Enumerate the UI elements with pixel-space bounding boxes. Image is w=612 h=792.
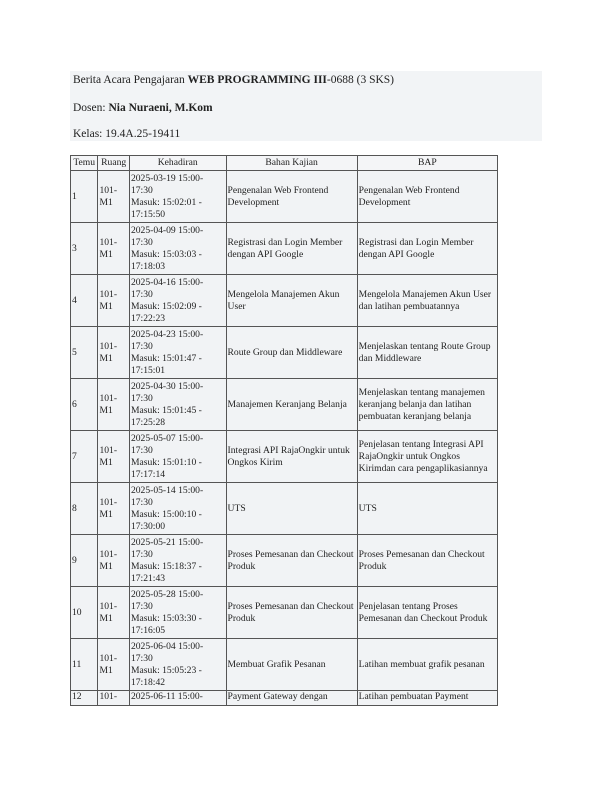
table-row: [71, 691, 498, 706]
cell-bahan-kajian: Payment Gateway dengan: [226, 691, 357, 706]
table-row: [71, 171, 498, 223]
title-line: [73, 73, 394, 87]
cell-ruang: 101- M1: [98, 223, 130, 275]
cell-temu: 1: [71, 171, 98, 223]
cell-temu: 4: [71, 275, 98, 327]
cell-temu: 9: [71, 535, 98, 587]
lecturer-name: Nia Nuraeni, M.Kom: [108, 102, 213, 114]
cell-bap: Penjelasan tentang Proses Pemesanan dan Checkout Produk: [357, 587, 497, 639]
teaching-report-table: [70, 155, 498, 706]
lecturer-line: [73, 101, 213, 115]
table-row: [71, 275, 498, 327]
cell-kehadiran: 2025-03-19 15:00- 17:30 Masuk: 15:02:01 - 17:15:50: [129, 171, 226, 223]
cell-temu: 12: [71, 691, 98, 706]
cell-ruang: 101- M1: [98, 535, 130, 587]
cell-bap: Menjelaskan tentang Route Group dan Middleware: [357, 327, 497, 379]
table-row: [71, 483, 498, 535]
cell-bahan-kajian: Membuat Grafik Pesanan: [226, 639, 357, 691]
table-row: [71, 639, 498, 691]
col-header-ruang: Ruang: [98, 156, 130, 171]
cell-ruang: 101- M1: [98, 431, 130, 483]
cell-temu: 6: [71, 379, 98, 431]
col-header-bap: BAP: [357, 156, 497, 171]
cell-temu: 10: [71, 587, 98, 639]
cell-kehadiran: 2025-04-16 15:00- 17:30 Masuk: 15:02:09 - 17:22:23: [129, 275, 226, 327]
cell-bap: UTS: [357, 483, 497, 535]
title-prefix: Berita Acara Pengajaran: [73, 74, 188, 86]
cell-bahan-kajian: Route Group dan Middleware: [226, 327, 357, 379]
cell-kehadiran: 2025-05-07 15:00- 17:30 Masuk: 15:01:10 - 17:17:14: [129, 431, 226, 483]
table-row: [71, 379, 498, 431]
cell-bap: Menjelaskan tentang manajemen keranjang belanja dan latihan pembuatan keranjang belanja: [357, 379, 497, 431]
cell-bap: Mengelola Manajemen Akun User dan latihan pembuatannya: [357, 275, 497, 327]
cell-temu: 8: [71, 483, 98, 535]
cell-kehadiran: 2025-05-14 15:00- 17:30 Masuk: 15:00:10 - 17:30:00: [129, 483, 226, 535]
cell-bahan-kajian: Pengenalan Web Frontend Development: [226, 171, 357, 223]
cell-ruang: 101- M1: [98, 379, 130, 431]
cell-kehadiran: 2025-04-23 15:00- 17:30 Masuk: 15:01:47 - 17:15:01: [129, 327, 226, 379]
cell-bahan-kajian: Mengelola Manajemen Akun User: [226, 275, 357, 327]
col-header-kehadiran: Kehadiran: [129, 156, 226, 171]
table-row: [71, 431, 498, 483]
cell-temu: 7: [71, 431, 98, 483]
cell-bahan-kajian: Registrasi dan Login Member dengan API Google: [226, 223, 357, 275]
cell-ruang: 101- M1: [98, 327, 130, 379]
cell-bap: Latihan pembuatan Payment: [357, 691, 497, 706]
cell-ruang: 101- M1: [98, 483, 130, 535]
cell-temu: 11: [71, 639, 98, 691]
course-code: -0688 (3 SKS): [326, 74, 394, 86]
cell-ruang: 101- M1: [98, 275, 130, 327]
lecturer-label: Dosen:: [73, 102, 109, 114]
cell-bahan-kajian: Manajemen Keranjang Belanja: [226, 379, 357, 431]
cell-bahan-kajian: Integrasi API RajaOngkir untuk Ongkos Kirim: [226, 431, 357, 483]
table-row: [71, 587, 498, 639]
course-name: WEB PROGRAMMING III: [187, 74, 327, 86]
cell-kehadiran: 2025-05-21 15:00- 17:30 Masuk: 15:18:37 - 17:21:43: [129, 535, 226, 587]
cell-bahan-kajian: UTS: [226, 483, 357, 535]
cell-bap: Latihan membuat grafik pesanan: [357, 639, 497, 691]
cell-bap: Proses Pemesanan dan Checkout Produk: [357, 535, 497, 587]
cell-kehadiran: 2025-06-04 15:00- 17:30 Masuk: 15:05:23 - 17:18:42: [129, 639, 226, 691]
class-label: Kelas:: [73, 128, 106, 140]
cell-bap: Registrasi dan Login Member dengan API Google: [357, 223, 497, 275]
table-header-row: [71, 156, 498, 171]
document-header: [70, 71, 542, 141]
cell-kehadiran: 2025-04-09 15:00- 17:30 Masuk: 15:03:03 - 17:18:03: [129, 223, 226, 275]
cell-kehadiran: 2025-04-30 15:00- 17:30 Masuk: 15:01:45 - 17:25:28: [129, 379, 226, 431]
cell-ruang: 101-: [98, 691, 130, 706]
cell-bap: Pengenalan Web Frontend Development: [357, 171, 497, 223]
table-row: [71, 535, 498, 587]
table-row: [71, 327, 498, 379]
cell-ruang: 101- M1: [98, 587, 130, 639]
cell-bahan-kajian: Proses Pemesanan dan Checkout Produk: [226, 587, 357, 639]
col-header-temu: Temu: [71, 156, 98, 171]
cell-ruang: 101- M1: [98, 639, 130, 691]
class-value: 19.4A.25-19411: [105, 128, 181, 140]
cell-temu: 3: [71, 223, 98, 275]
cell-kehadiran: 2025-05-28 15:00- 17:30 Masuk: 15:03:30 - 17:16:05: [129, 587, 226, 639]
col-header-bahan-kajian: Bahan Kajian: [226, 156, 357, 171]
cell-bahan-kajian: Proses Pemesanan dan Checkout Produk: [226, 535, 357, 587]
table-row: [71, 223, 498, 275]
cell-ruang: 101- M1: [98, 171, 130, 223]
class-line: [73, 127, 180, 141]
cell-temu: 5: [71, 327, 98, 379]
cell-kehadiran: 2025-06-11 15:00-: [129, 691, 226, 706]
cell-bap: Penjelasan tentang Integrasi API RajaOngkir untuk Ongkos Kirimdan cara pengaplikasiannya: [357, 431, 497, 483]
